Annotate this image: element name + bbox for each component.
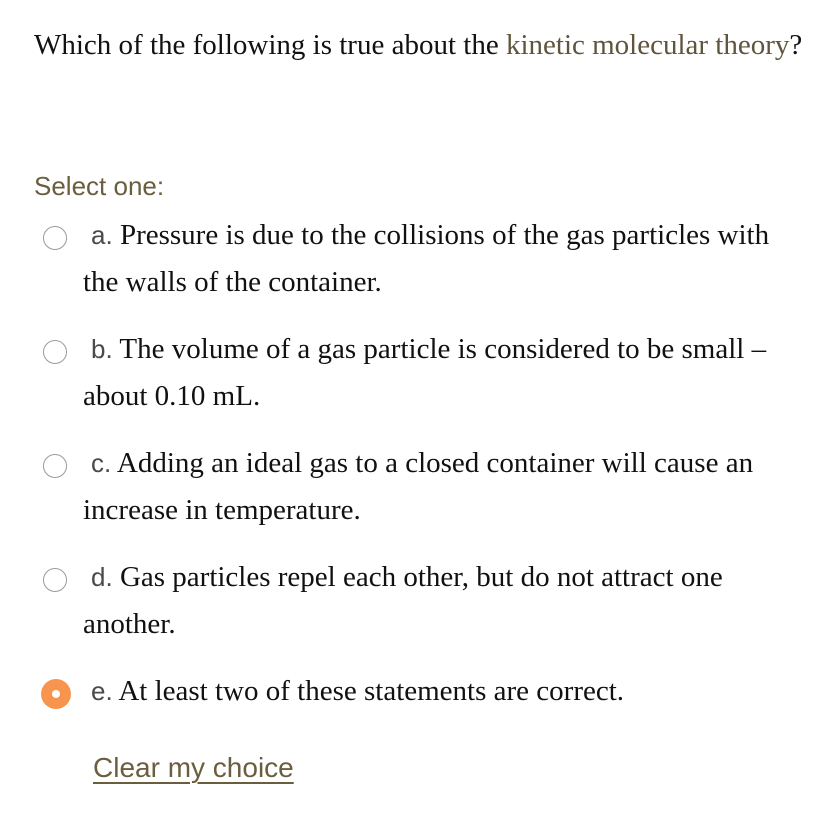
question-suffix: ? xyxy=(789,29,803,61)
option-a-letter: a. xyxy=(91,220,113,250)
radio-option-a[interactable] xyxy=(43,226,67,250)
option-c-text xyxy=(83,440,803,534)
option-b-label: The volume of a gas particle is considered to be small – about 0.10 mL. xyxy=(83,333,767,412)
option-d-label: Gas particles repel each other, but do not attract one another. xyxy=(83,561,723,640)
select-one-label: Select one: xyxy=(34,171,165,201)
option-d-text xyxy=(83,554,803,648)
option-b-letter: b. xyxy=(91,334,113,364)
option-a-label: Pressure is due to the collisions of the gas particles with the walls of the container. xyxy=(83,219,770,298)
option-b-text xyxy=(83,326,803,420)
option-c-letter: c. xyxy=(91,448,112,478)
option-e-text xyxy=(83,668,803,715)
question-prefix: Which of the following is true about the xyxy=(34,29,506,61)
radio-option-d[interactable] xyxy=(43,568,67,592)
option-c-label: Adding an ideal gas to a closed container will cause an increase in temperature. xyxy=(83,447,754,526)
question-text xyxy=(34,22,804,69)
radio-option-b[interactable] xyxy=(43,340,67,364)
radio-option-e-selected[interactable] xyxy=(41,679,71,709)
radio-option-c[interactable] xyxy=(43,454,67,478)
clear-my-choice-link[interactable]: Clear my choice xyxy=(93,752,294,783)
option-d-letter: d. xyxy=(91,562,113,592)
option-e-label: At least two of these statements are correct. xyxy=(118,675,625,707)
question-keyword: kinetic molecular theory xyxy=(505,29,790,61)
option-a-text xyxy=(83,212,803,306)
radio-selected-dot-icon xyxy=(52,690,60,698)
option-e-letter: e. xyxy=(91,676,113,706)
